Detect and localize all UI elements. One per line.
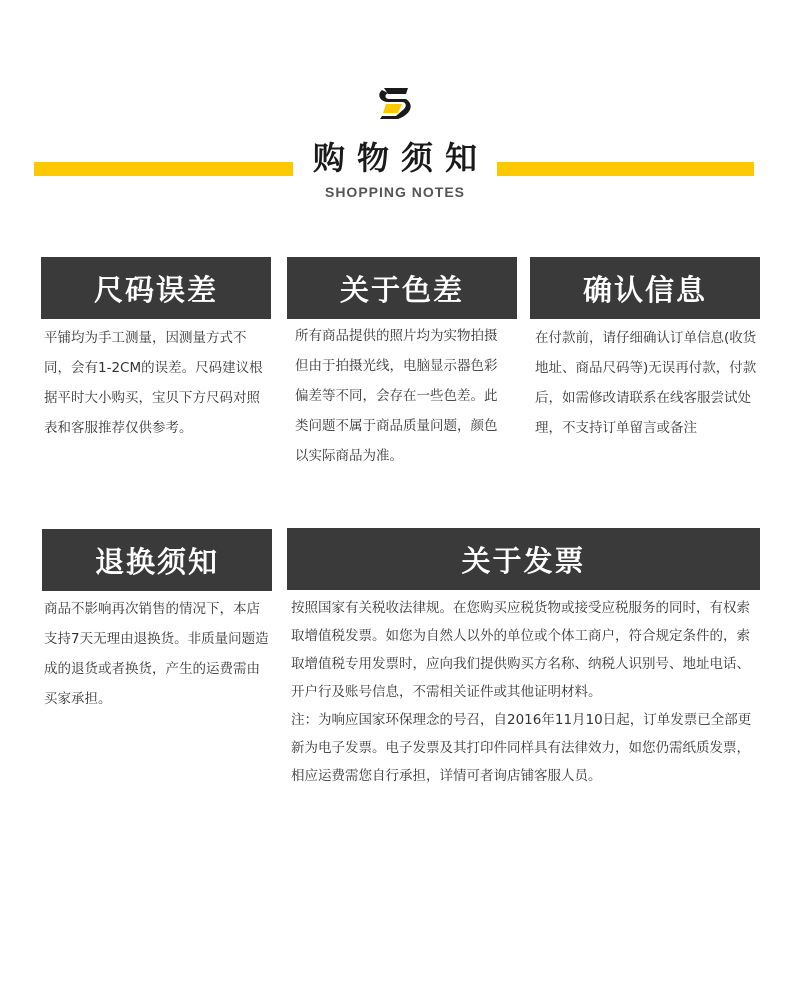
color-section-text: 所有商品提供的照片均为实物拍摄但由于拍摄光线，电脑显示器色彩偏差等不同，会存在一些色差。此类问题不属于商品质量问题，颜色以实际商品为准。 — [295, 328, 498, 464]
return-section-title: 退换须知 — [42, 529, 272, 591]
invoice-section-note: 注：为响应国家环保理念的号召，自2016年11月10日起，订单发票已全部更新为电子发票。电子发票及其打印件同样具有法律效力，如您仍需纸质发票，相应运费需您自行承担，详情可者询店铺客服人员。 — [291, 712, 752, 784]
confirm-section-text: 在付款前，请仔细确认订单信息(收货地址、商品尺码等)无误再付款，付款后，如需修改请联系在线客服尝试处理，不支持订单留言或备注 — [535, 330, 757, 436]
size-section-title: 尺码误差 — [41, 257, 271, 319]
color-section-body — [295, 321, 509, 471]
color-section-title: 关于色差 — [287, 257, 517, 319]
size-section-text: 平铺均为手工测量，因测量方式不同，会有1-2CM的误差。尺码建议根据平时大小购买，宝贝下方尺码对照表和客服推荐仅供参考。 — [44, 330, 263, 436]
s-logo-icon — [376, 86, 414, 120]
invoice-section-text: 按照国家有关税收法律规。在您购买应税货物或接受应税服务的同时，有权索取增值税发票。如您为自然人以外的单位或个体工商户，符合规定条件的，索取增值税专用发票时，应向我们提供购买方名称、纳税人识别号、地址电话、开户行及账号信息，不需相关证件或其他证明材料。 — [291, 600, 750, 700]
size-section-body — [44, 323, 272, 443]
confirm-section-title: 确认信息 — [530, 257, 760, 319]
confirm-section-body — [535, 323, 757, 443]
invoice-section-title: 关于发票 — [287, 528, 760, 590]
page-title: 购物须知 — [293, 138, 497, 178]
return-section-body — [44, 594, 272, 714]
invoice-section-body — [291, 594, 757, 790]
page-subtitle: SHOPPING NOTES — [324, 184, 466, 200]
return-section-text: 商品不影响再次销售的情况下，本店支持7天无理由退换货。非质量问题造成的退货或者换货，产生的运费需由买家承担。 — [44, 601, 269, 707]
